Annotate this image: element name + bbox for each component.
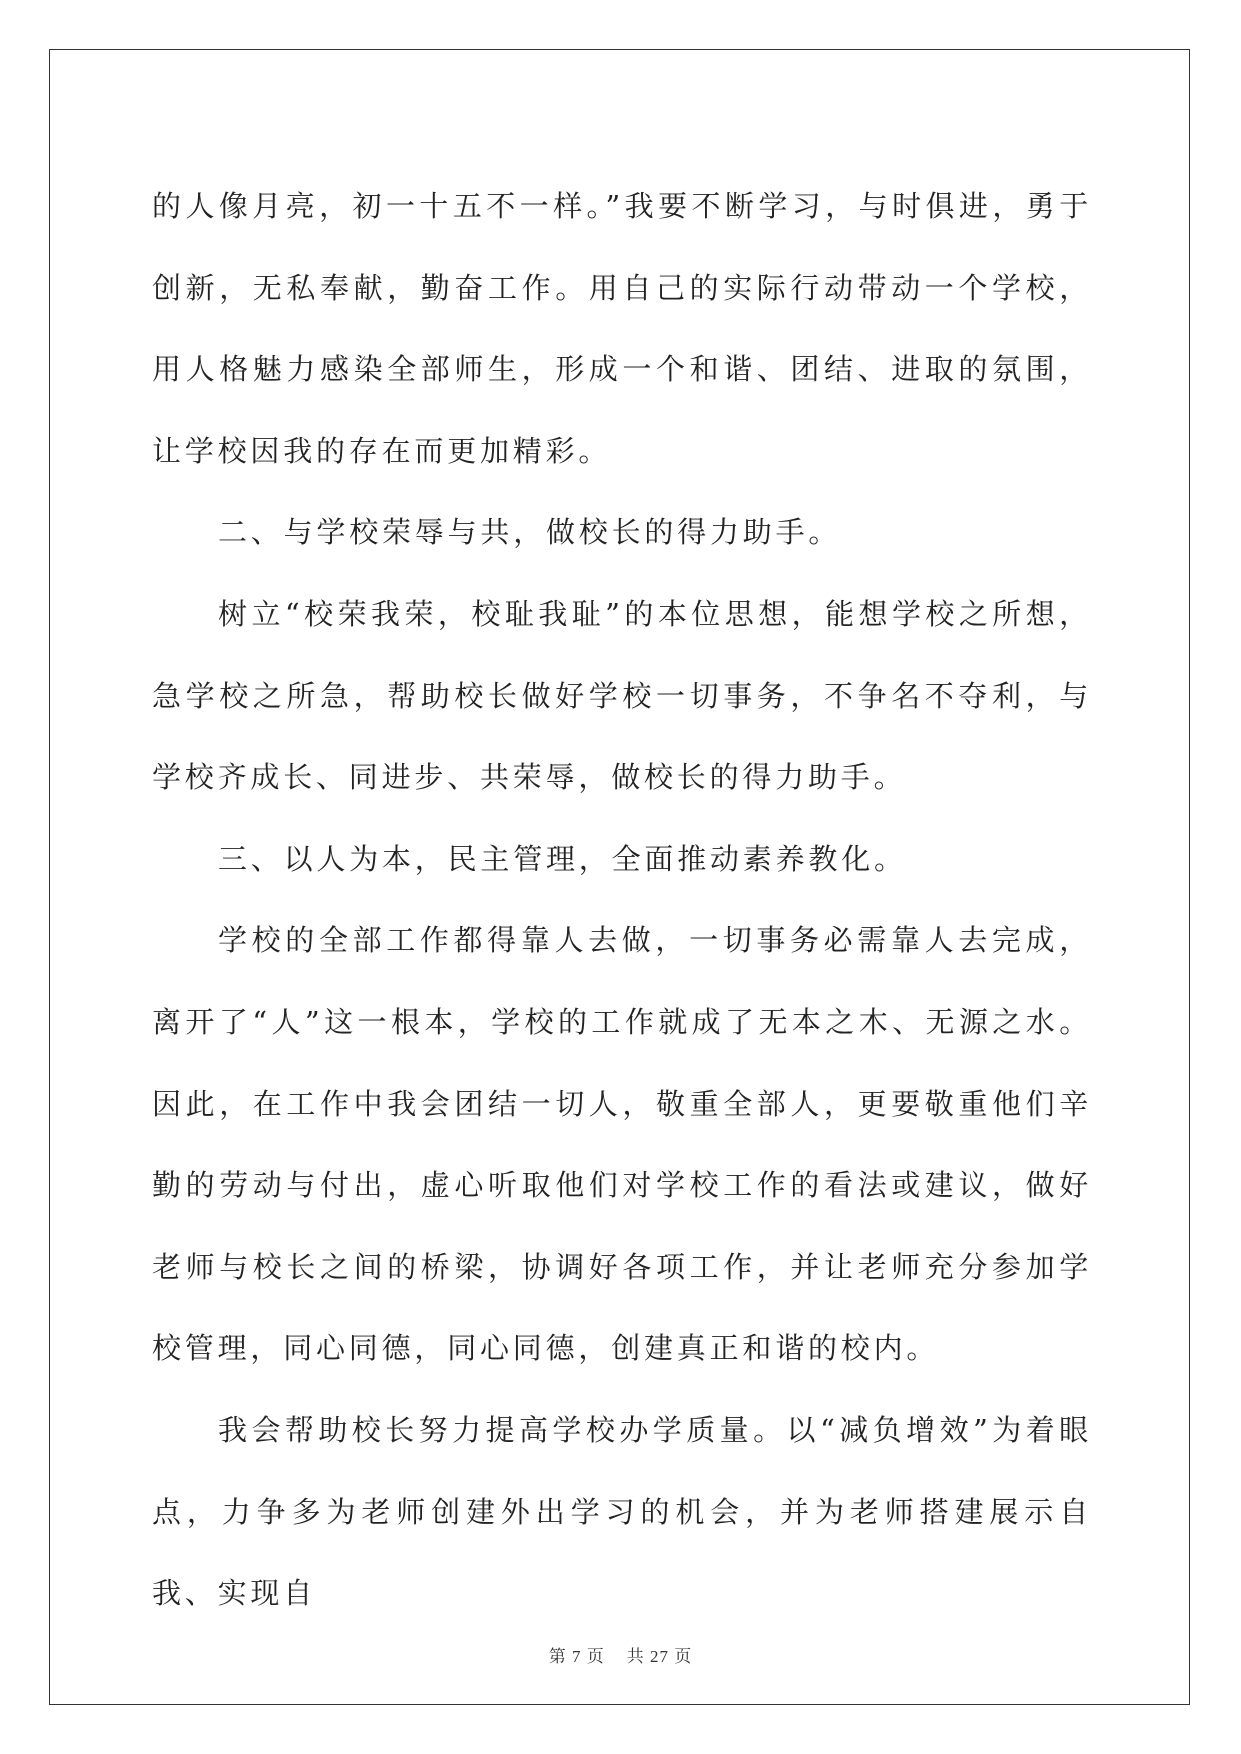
page-total: 共 27 页 — [626, 1647, 693, 1666]
section-heading-three: 三、以人为本，民主管理，全面推动素养教化。 — [218, 841, 907, 876]
paragraph: 树立“校荣我荣，校耻我耻”的本位思想，能想学校之所想，急学校之所急，帮助校长做好学校一切事务，不争名不夺利，与学校齐成长、同进步、共荣辱，做校长的得力助手。 — [152, 596, 1092, 795]
document-body — [152, 166, 1092, 1635]
section-heading-two: 二、与学校荣辱与共，做校长的得力助手。 — [218, 515, 842, 550]
paragraph: 我会帮助校长努力提高学校办学质量。以“减负增效”为着眼点，力争多为老师创建外出学习的机会，并为老师搭建展示自我、实现自 — [152, 1412, 1092, 1611]
paragraph-continuation: 的人像月亮，初一十五不一样。”我要不断学习，与时俱进，勇于创新，无私奉献，勤奋工作。用自己的实际行动带动一个学校，用人格魅力感染全部师生，形成一个和谐、团结、进取的氛围，让学校因我的存在而更加精彩。 — [152, 189, 1092, 468]
page-number: 第 7 页 — [548, 1647, 605, 1666]
paragraph: 学校的全部工作都得靠人去做，一切事务必需靠人去完成，离开了“人”这一根本，学校的工作就成了无本之木、无源之水。因此，在工作中我会团结一切人，敬重全部人，更要敬重他们辛勤的劳动与付出，虚心听取他们对学校工作的看法或建议，做好老师与校长之间的桥梁，协调好各项工作，并让老师充分参加学校管理，同心同德，同心同德，创建真正和谐的校内。 — [152, 923, 1092, 1366]
page-footer — [0, 1642, 1241, 1667]
